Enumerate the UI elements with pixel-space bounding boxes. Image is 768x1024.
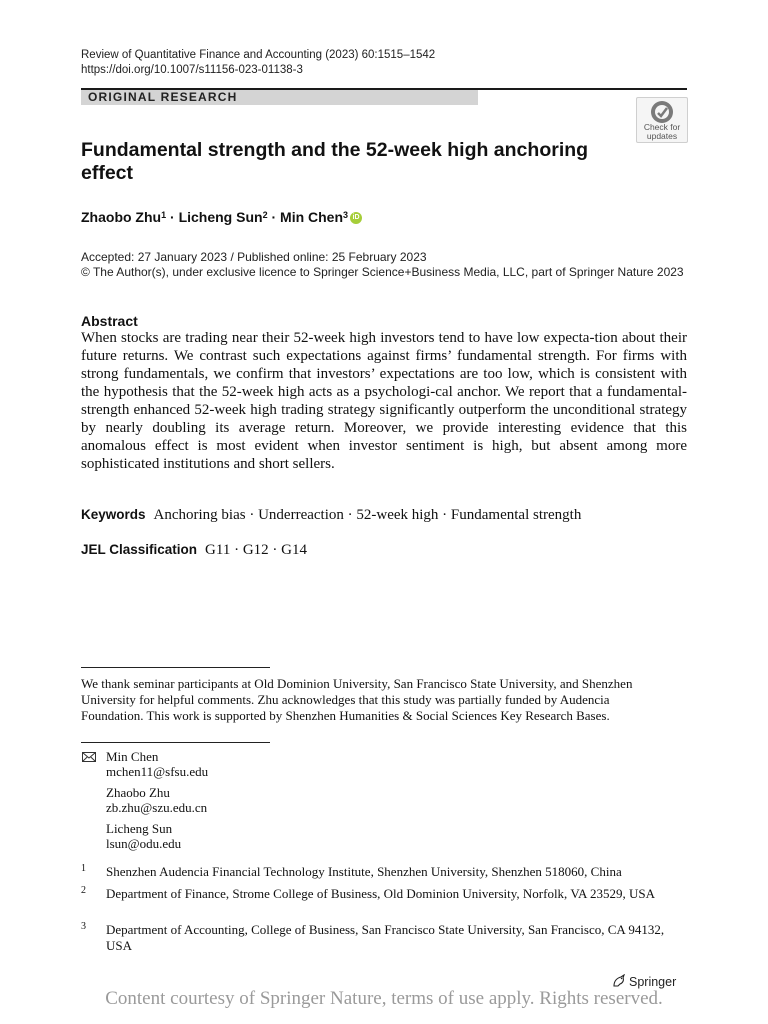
author-separator: ·: [267, 209, 281, 225]
contact-name: Zhaobo Zhu: [106, 785, 170, 800]
author-list: [81, 207, 362, 227]
envelope-icon: [82, 752, 96, 762]
contact-email[interactable]: zb.zhu@szu.edu.cn: [106, 800, 208, 815]
abstract-heading: Abstract: [81, 313, 138, 329]
author-name[interactable]: Licheng Sun: [178, 209, 263, 225]
journal-citation: Review of Quantitative Finance and Accounting (2023) 60:1515–1542: [81, 49, 436, 61]
contact-name: Licheng Sun: [106, 821, 173, 836]
keywords-line: [81, 506, 581, 524]
jel-label: JEL Classification: [81, 542, 198, 557]
springer-horse-icon: [612, 974, 626, 988]
check-updates-text: [637, 123, 687, 141]
doi-link[interactable]: https://doi.org/10.1007/s11156-023-01138-3: [81, 64, 303, 76]
contact-rule: [81, 742, 270, 743]
affiliation-number: 3: [81, 921, 86, 932]
author-name[interactable]: Zhaobo Zhu: [81, 209, 162, 225]
courtesy-notice: Content courtesy of Springer Nature, terms of use apply. Rights reserved.: [105, 988, 663, 1009]
acknowledgment-note: We thank seminar participants at Old Dominion University, San Francisco State University, and Shenzhen University for helpful comments. Zhu acknowledges that this study was partially funded by Audencia Foundation. This work is supported by Shenzhen Humanities & Social Sciences Key Research Bases.: [81, 676, 633, 723]
check-updates-line1: Check for: [643, 122, 681, 132]
contact-name: Min Chen: [106, 749, 159, 764]
paper-title: Fundamental strength and the 52-week high anchoring effect: [81, 139, 589, 184]
affiliation-number: 1: [81, 863, 86, 874]
copyright-notice: © The Author(s), under exclusive licence to Springer Science+Business Media, LLC, part of Springer Nature 2023: [81, 265, 684, 279]
orcid-icon[interactable]: iD: [350, 212, 362, 224]
check-updates-icon: [650, 100, 674, 124]
affiliation-text: Department of Finance, Strome College of Business, Old Dominion University, Norfolk, VA 23529, USA: [106, 886, 655, 901]
jel-value: G11 · G12 · G14: [205, 542, 307, 558]
contact-email[interactable]: mchen11@sfsu.edu: [106, 764, 209, 779]
author-affiliation-mark: 3: [343, 210, 349, 220]
publication-dates: Accepted: 27 January 2023 / Published online: 25 February 2023: [81, 250, 427, 264]
affiliation-text: Department of Accounting, College of Business, San Francisco State University, San Francisco, CA 94132, USA: [106, 922, 665, 953]
author-separator: ·: [166, 209, 179, 225]
author-name[interactable]: Min Chen: [280, 209, 344, 225]
contact-email[interactable]: lsun@odu.edu: [106, 836, 182, 851]
contact-block: [106, 749, 208, 779]
author-affiliation-mark: 1: [161, 210, 167, 220]
affiliation-number: 2: [81, 885, 86, 896]
footnote-rule: [81, 667, 270, 668]
check-updates-line2: updates: [646, 131, 678, 141]
author-affiliation-mark: 2: [262, 210, 268, 220]
contact-block: [106, 821, 181, 851]
affiliation-text: Shenzhen Audencia Financial Technology Institute, Shenzhen University, Shenzhen 518060, China: [106, 864, 622, 879]
keywords-value: Anchoring bias · Underreaction · 52-week high · Fundamental strength: [153, 507, 582, 523]
keywords-label: Keywords: [81, 507, 146, 522]
contact-block: [106, 785, 207, 815]
publisher-name: Springer: [629, 975, 677, 989]
section-label: ORIGINAL RESEARCH: [88, 90, 238, 104]
jel-classification-line: [81, 541, 307, 559]
check-for-updates-badge[interactable]: [636, 97, 688, 143]
abstract-text: When stocks are trading near their 52-week high investors tend to have low expecta-tion about their future returns. We contrast such expectations against firms’ fundamental strength. For firms with strong fundamentals, we confirm that investors’ expectations are too low, which is consistent with the hypothesis that the 52-week high acts as a psychologi-cal anchor. We report that a fundamental-strength enhanced 52-week high trading strategy significantly outperform the unconditional strategy by nearly doubling its average return. Moreover, we provide interesting evidence that this anomalous effect is most evident when investor sentiment is high, but absent among more sophisticated institutions and short sellers.: [81, 330, 687, 472]
